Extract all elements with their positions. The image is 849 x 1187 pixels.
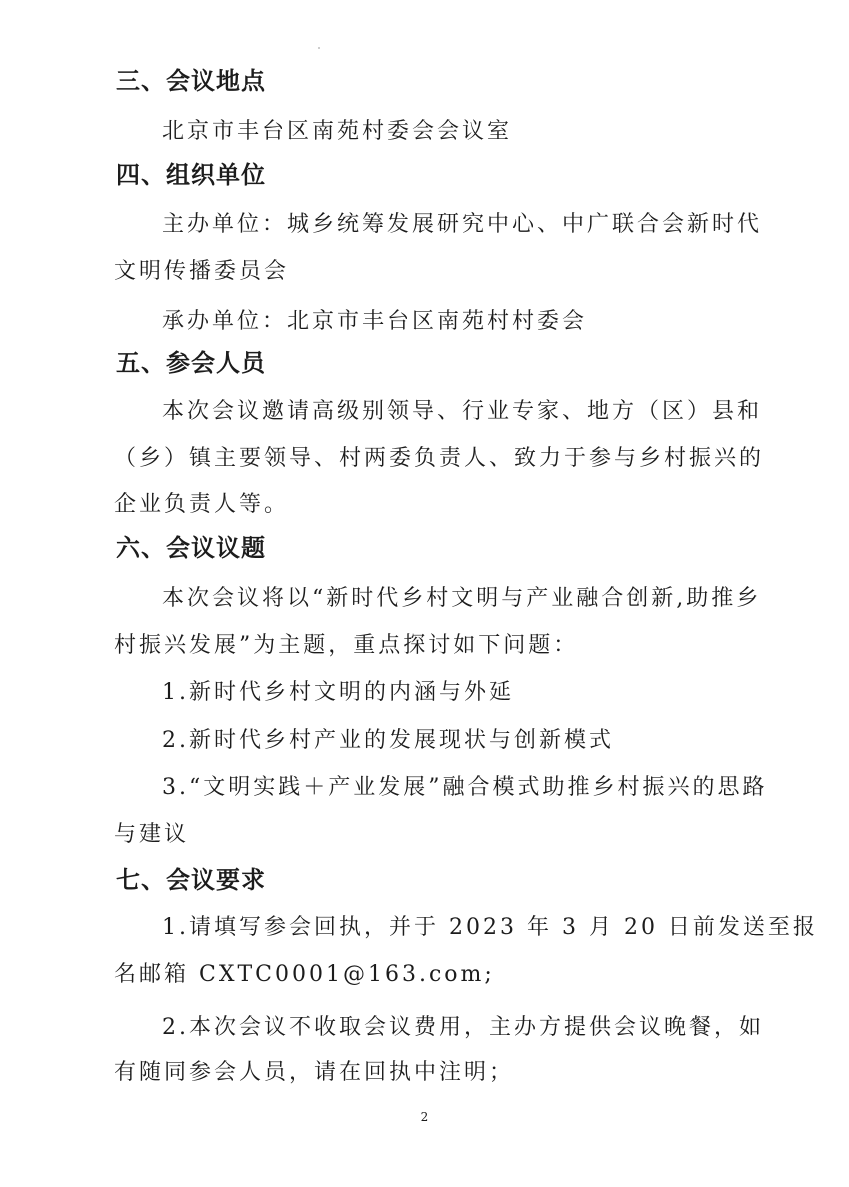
requirements-heading: 七、会议要求 (116, 866, 266, 894)
requirement-1-line-1: 1.请填写参会回执，并于 2023 年 3 月 20 日前发送至报 (162, 915, 818, 940)
attendees-line-1: 本次会议邀请高级别领导、行业专家、地方（区）县和 (162, 399, 763, 424)
topics-intro-line-2: 村振兴发展”为主题，重点探讨如下问题： (114, 633, 579, 658)
topic-item-3-line-1: 3.“文明实践＋产业发展”融合模式助推乡村振兴的思路 (162, 775, 768, 800)
host-line-2: 文明传播委员会 (114, 259, 290, 284)
topics-heading: 六、会议议题 (116, 534, 266, 562)
topic-item-2: 2.新时代乡村产业的发展现状与创新模式 (162, 728, 614, 753)
requirement-2-line-1: 2.本次会议不收取会议费用，主办方提供会议晚餐，如 (162, 1015, 764, 1040)
topic-item-3-line-2: 与建议 (114, 822, 190, 847)
organizers-heading: 四、组织单位 (116, 161, 266, 189)
requirement-2-line-2: 有随同参会人员，请在回执中注明； (114, 1060, 515, 1085)
venue-heading: 三、会议地点 (116, 67, 266, 95)
co-host-line: 承办单位：北京市丰台区南苑村村委会 (162, 309, 588, 334)
page-number: 2 (420, 1110, 429, 1124)
topics-intro-line-1: 本次会议将以“新时代乡村文明与产业融合创新,助推乡 (162, 586, 762, 611)
attendees-line-2: （乡）镇主要领导、村两委负责人、致力于参与乡村振兴的 (114, 446, 765, 471)
attendees-heading: 五、参会人员 (116, 349, 266, 377)
topic-item-1: 1.新时代乡村文明的内涵与外延 (162, 680, 514, 705)
scan-speck (318, 47, 320, 49)
requirement-1-line-2: 名邮箱 CXTC0001@163.com; (114, 962, 495, 987)
attendees-line-3: 企业负责人等。 (114, 492, 290, 517)
host-line-1: 主办单位：城乡统筹发展研究中心、中广联合会新时代 (162, 212, 763, 237)
venue-text: 北京市丰台区南苑村委会会议室 (162, 119, 513, 144)
